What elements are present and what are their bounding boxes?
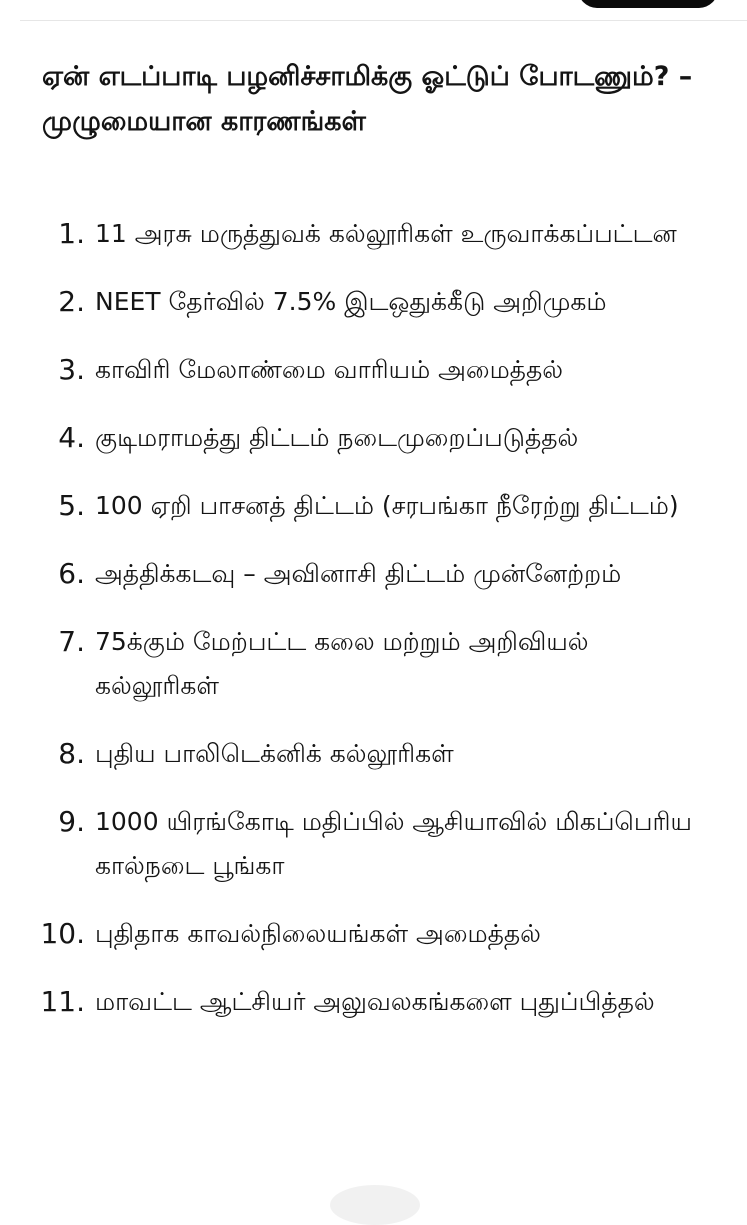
list-text: காவிரி மேலாண்மை வாரியம் அமைத்தல் <box>95 355 564 384</box>
list-text: NEET தேர்வில் 7.5% இடஒதுக்கீடு அறிமுகம் <box>95 287 607 316</box>
list-number: 8. <box>58 737 85 770</box>
list-text: 1000 யிரங்கோடி மதிப்பில் ஆசியாவில் மிகப்பெரிய கால்நடை பூங்கா <box>95 807 692 880</box>
list-item <box>0 212 747 256</box>
list-number: 4. <box>58 421 85 454</box>
list-text: அத்திக்கடவு – அவினாசி திட்டம் முன்னேற்றம் <box>95 559 622 588</box>
list-item <box>0 280 747 324</box>
list-item <box>0 800 747 888</box>
list-number: 3. <box>58 353 85 386</box>
list-item <box>0 980 747 1024</box>
list-text: குடிமராமத்து திட்டம் நடைமுறைப்படுத்தல் <box>95 423 579 452</box>
list-text: 100 ஏறி பாசனத் திட்டம் (சரபங்கா நீரேற்று திட்டம்) <box>95 491 679 520</box>
list-text: 75க்கும் மேற்பட்ட கலை மற்றும் அறிவியல் கல்லூரிகள் <box>95 627 589 700</box>
list-text: புதிதாக காவல்நிலையங்கள் அமைத்தல் <box>95 919 541 948</box>
list-item <box>0 732 747 776</box>
list-item <box>0 416 747 460</box>
list-item <box>0 620 747 708</box>
list-number: 1. <box>58 217 85 250</box>
top-divider <box>20 20 747 21</box>
list-item <box>0 552 747 596</box>
top-action-button[interactable] <box>578 0 718 8</box>
list-number: 11. <box>40 985 85 1018</box>
list-number: 10. <box>40 917 85 950</box>
reasons-list <box>0 212 747 1048</box>
list-item <box>0 912 747 956</box>
bottom-partial-shape <box>330 1185 420 1225</box>
list-number: 6. <box>58 557 85 590</box>
list-item <box>0 484 747 528</box>
list-number: 9. <box>58 805 85 838</box>
page-title: ஏன் எடப்பாடி பழனிச்சாமிக்கு ஓட்டுப் போடணும்? – முழுமையான காரணங்கள் <box>42 61 693 137</box>
list-text: 11 அரசு மருத்துவக் கல்லூரிகள் உருவாக்கப்பட்டன <box>95 219 677 248</box>
list-number: 2. <box>58 285 85 318</box>
list-text: மாவட்ட ஆட்சியர் அலுவலகங்களை புதுப்பித்தல் <box>95 987 655 1016</box>
list-number: 7. <box>58 625 85 658</box>
list-text: புதிய பாலிடெக்னிக் கல்லூரிகள் <box>95 739 454 768</box>
list-number: 5. <box>58 489 85 522</box>
list-item <box>0 348 747 392</box>
